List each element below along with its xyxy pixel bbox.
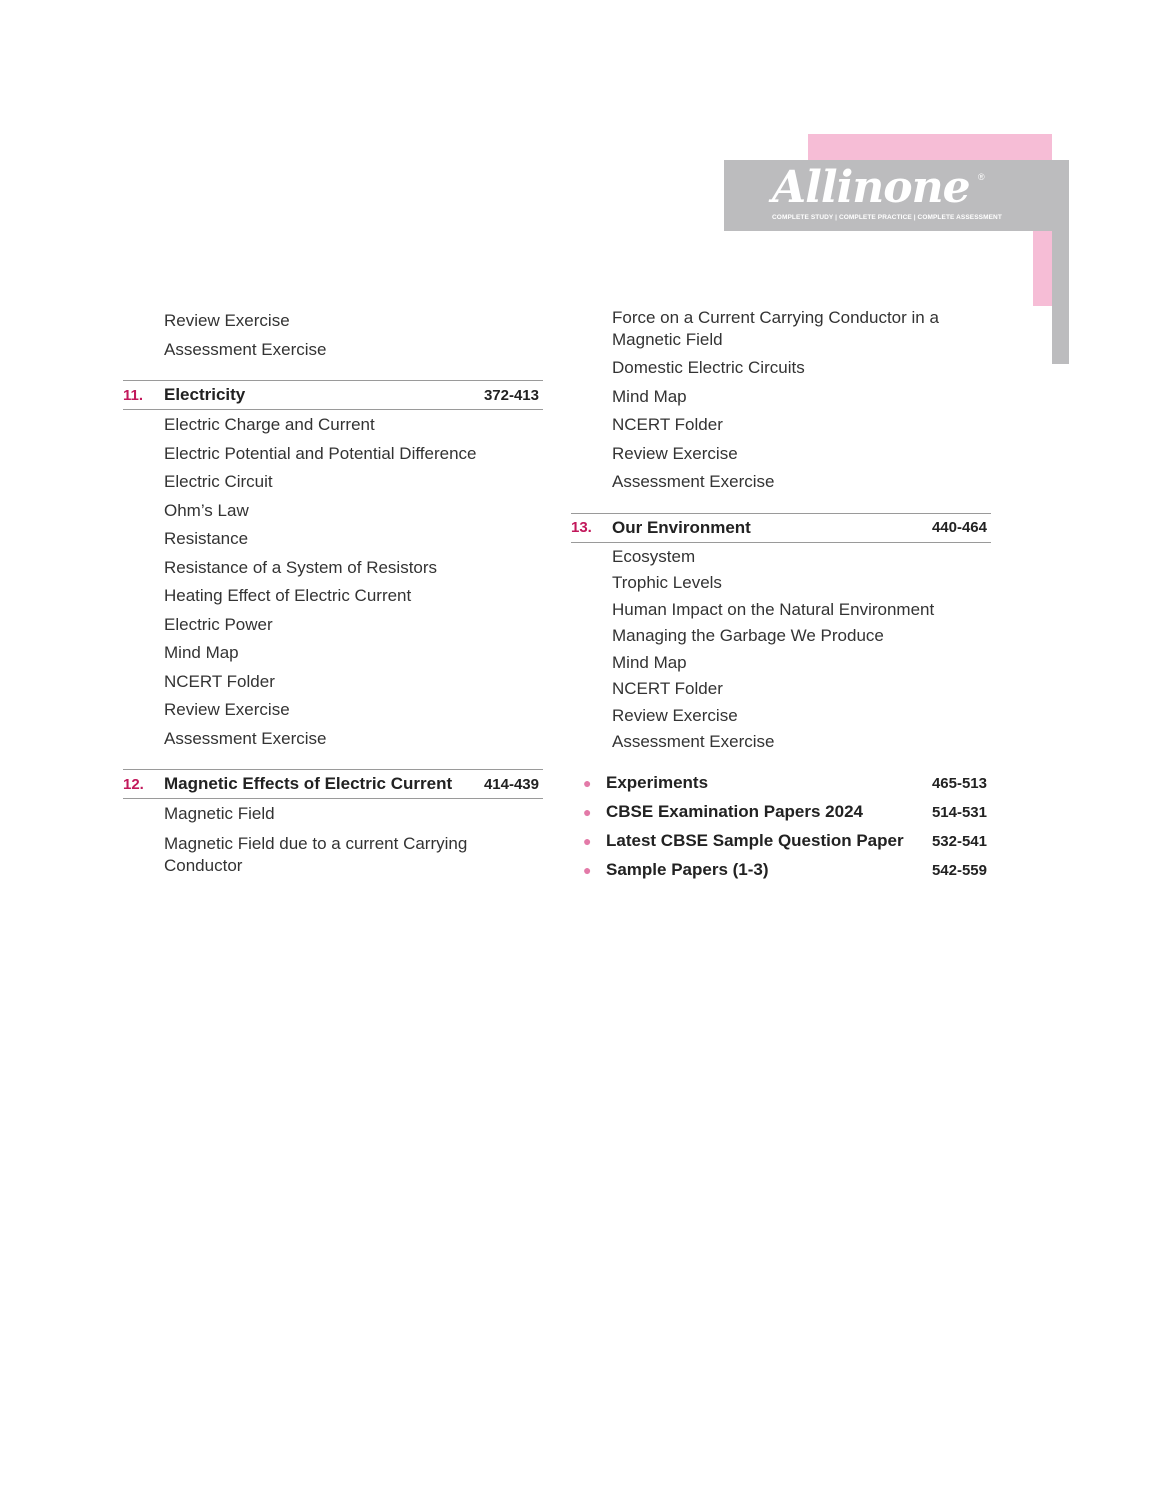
bullet-dot-icon: ●	[583, 775, 592, 791]
chapter-12-heading[interactable]	[123, 769, 543, 799]
toc-item[interactable]: Ohm’s Law	[164, 500, 249, 520]
logo-pink-bar	[808, 134, 1052, 160]
chapter-title: Magnetic Effects of Electric Current	[164, 774, 453, 793]
toc-item[interactable]: Electric Potential and Potential Difference	[164, 443, 477, 463]
extras-item[interactable]	[571, 827, 991, 856]
toc-item[interactable]: Review Exercise	[164, 700, 290, 719]
extras-pages: 532-541	[931, 832, 987, 850]
toc-item[interactable]: Electric Charge and Current	[164, 415, 375, 434]
toc-item[interactable]: Managing the Garbage We Produce	[612, 626, 884, 645]
extras-title: Latest CBSE Sample Question Paper	[606, 831, 904, 850]
toc-item[interactable]: Assessment Exercise	[612, 472, 775, 491]
toc-item[interactable]: Electric Power	[164, 614, 273, 634]
chapter-pages: 414-439	[483, 775, 539, 793]
chapter-11-heading[interactable]	[123, 380, 543, 410]
logo-registered-mark: ®	[978, 172, 985, 182]
chapter-number: 12.	[123, 775, 144, 793]
toc-item[interactable]: Assessment Exercise	[164, 728, 327, 748]
chapter-title: Our Environment	[612, 517, 751, 537]
toc-item[interactable]: Assessment Exercise	[612, 732, 775, 751]
toc-item[interactable]: Force on a Current Carrying Conductor in a Magnetic Field	[612, 308, 939, 349]
toc-item[interactable]: Review Exercise	[164, 311, 290, 330]
toc-item[interactable]: Resistance	[164, 529, 249, 548]
chapter-number: 11.	[123, 386, 144, 404]
toc-item[interactable]: Review Exercise	[612, 443, 738, 463]
toc-item[interactable]: Mind Map	[612, 652, 687, 672]
toc-item[interactable]: NCERT Folder	[164, 671, 275, 691]
chapter-13-heading[interactable]	[571, 513, 991, 543]
extras-item[interactable]	[571, 798, 991, 827]
toc-item[interactable]: Domestic Electric Circuits	[612, 358, 805, 377]
chapter-pages: 372-413	[483, 386, 539, 404]
chapter-title: Electricity	[164, 385, 246, 404]
toc-right-column	[571, 307, 991, 885]
extras-title: Sample Papers (1-3)	[606, 860, 769, 879]
toc-item[interactable]: Human Impact on the Natural Environment	[612, 599, 935, 619]
extras-pages: 542-559	[931, 861, 987, 879]
extras-pages: 514-531	[931, 803, 987, 821]
toc-item[interactable]: Heating Effect of Electric Current	[164, 586, 412, 605]
extras-list	[571, 769, 991, 885]
toc-item[interactable]: Assessment Exercise	[164, 339, 327, 359]
toc-item[interactable]: Mind Map	[612, 386, 687, 406]
toc-item[interactable]: Ecosystem	[612, 546, 696, 566]
chapter-number: 13.	[571, 519, 592, 536]
toc-item[interactable]: Magnetic Field due to a current Carrying Conductor	[164, 833, 468, 875]
extras-title: Experiments	[606, 773, 709, 792]
toc-left-column	[123, 307, 543, 880]
logo-tagline: COMPLETE STUDY | COMPLETE PRACTICE | COMPLETE ASSESSMENT	[772, 214, 1002, 221]
toc-item[interactable]: Mind Map	[164, 643, 239, 662]
toc-item[interactable]: NCERT Folder	[612, 415, 723, 434]
bullet-dot-icon: ●	[583, 862, 592, 878]
bullet-dot-icon: ●	[583, 804, 592, 820]
toc-item[interactable]: Review Exercise	[612, 705, 738, 725]
toc-item[interactable]: NCERT Folder	[612, 679, 723, 698]
bullet-dot-icon: ●	[583, 833, 592, 849]
extras-pages: 465-513	[931, 774, 987, 792]
extras-item[interactable]	[571, 856, 991, 885]
allinone-logo	[724, 160, 1069, 231]
toc-item[interactable]: Resistance of a System of Resistors	[164, 557, 438, 577]
extras-item[interactable]	[571, 769, 991, 798]
extras-title: CBSE Examination Papers 2024	[606, 802, 864, 821]
chapter-pages: 440-464	[931, 519, 987, 536]
toc-item[interactable]: Magnetic Field	[164, 804, 275, 823]
toc-item[interactable]: Trophic Levels	[612, 573, 722, 592]
logo-wordmark: Allinone	[772, 162, 970, 213]
toc-item[interactable]: Electric Circuit	[164, 472, 273, 491]
